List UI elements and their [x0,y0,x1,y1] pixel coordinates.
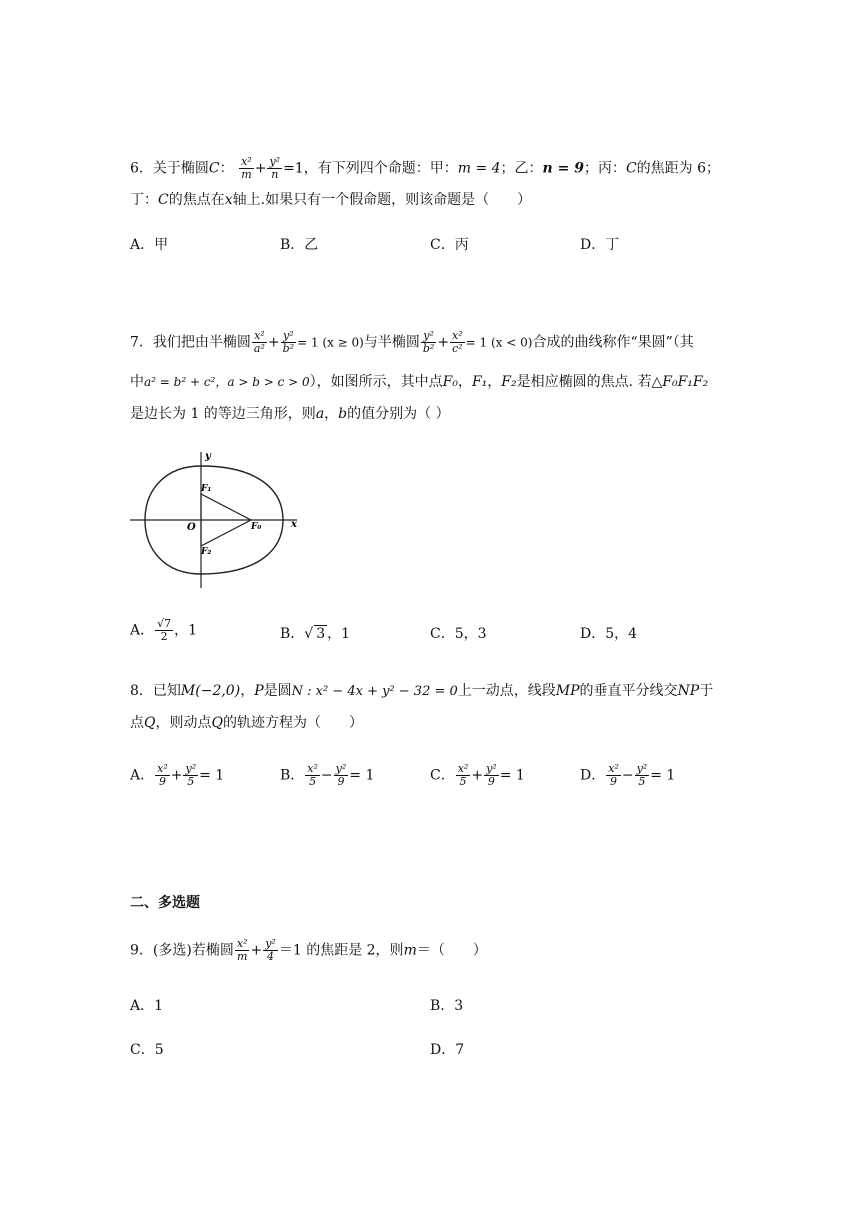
relation: a² = b² + c²，a > b > c > 0 [144,375,310,389]
q7-text: 中 [130,374,144,390]
fraction-sqrt7-2 [155,618,173,643]
q7-option-d: D．5，4 [580,626,638,642]
m-equals-4: m = 4 [457,160,501,177]
q8-option-c [430,763,525,788]
q9-option-b: B．3 [430,998,464,1014]
q8-line2 [130,713,363,733]
label-y: y [205,451,211,462]
denominator: a² [253,342,265,355]
fraction [252,330,267,355]
q9-option-c: C．5 [130,1042,164,1058]
fraction [334,763,349,788]
section-heading: 二、多选题 [130,895,200,911]
label-x: x [291,519,297,530]
point-M: M(−2,0) [180,683,241,699]
q8-text: 点 [130,715,144,731]
q7-option-c: C．5，3 [430,626,487,642]
q7-line2 [130,372,708,392]
q6-text: ；丙： [583,160,626,177]
denominator: m [241,168,252,181]
q9-text: ＝1 的焦距是 2，则 [278,942,404,959]
fraction [155,763,170,788]
q6-option-c: C．丙 [430,237,469,253]
equals-one: =1 [283,160,304,177]
fraction [450,330,465,355]
q9-number: 9． [130,942,153,959]
q7-text: 的值分别为（ ） [347,406,450,422]
n-equals-9: n = 9 [542,160,584,177]
option-text: ，1 [174,622,198,639]
q8-text: 是圆 [263,683,292,699]
operator: − [320,767,333,784]
q7-text: ），如图所示，其中点 [309,374,443,390]
q9-line1 [130,938,487,963]
fraction-y2-4 [263,938,278,963]
denominator: 9 [487,775,495,788]
q6-text: ，有下列四个命题：甲： [303,160,458,177]
q6-option-b: B．乙 [280,237,319,253]
var-MP: MP [555,683,580,699]
q7-option-a [130,618,197,643]
option-label: D． [580,767,606,784]
var-C: C [158,192,169,208]
colon: ： [219,160,234,177]
q6-text: 的焦点在 [168,192,225,208]
numerator: y² [185,762,197,775]
condition-2: = 1 (x < 0) [465,335,533,350]
q8-text: 的垂直平分线交 [579,683,678,699]
fraction [183,763,198,788]
q6-text: 的焦距为 6； [636,160,721,177]
circle-equation: N : x² − 4x + y² − 32 = 0 [291,684,458,699]
q9-text: ＝（ ） [416,942,487,959]
fruit-ellipse-figure [125,448,310,590]
denominator: 4 [267,950,275,963]
fraction [456,763,471,788]
denominator: c² [452,342,463,355]
option-text: ，1 [327,626,351,642]
var-x: x [224,192,233,208]
operator: − [621,767,634,784]
var-Q: Q [144,715,156,731]
numerator: x² [608,762,619,775]
denominator: n [271,168,279,181]
fraction-x2-m [239,156,254,181]
q8-text: 已知 [152,683,181,699]
denominator: 2 [160,630,168,643]
fraction [421,330,436,355]
var-a: a [315,406,325,422]
denominator: m [236,950,248,963]
q7-text: 与半椭圆 [363,334,420,351]
q9-text: (多选)若椭圆 [152,942,234,959]
denominator: b² [282,342,295,355]
triangle-label: F₀F₁F₂ [662,374,709,390]
q8-text: ， [240,683,255,699]
numerator: y² [283,329,294,342]
var-m: m [403,942,417,959]
q7-option-b: B．√ 3 ，1 [280,626,351,642]
fraction [484,763,499,788]
var-F1: F₁ [471,374,488,390]
option-label: A． [130,767,155,784]
q8-text: 上一动点，线段 [457,683,556,699]
var-F2: F₂ [501,374,517,390]
equals: = 1 [499,767,525,784]
q6-text: 关于椭圆 [152,160,209,177]
q6-text: ；乙： [500,160,543,177]
numerator: x² [452,329,463,342]
q7-line1: 7．我们把由半椭圆 $\frac{\text{x²}}{\text{a²}}$ + $\frac{\text{y²}}{\text{b²}}$ = 1 (x ≥ 0)与半椭圆 $\frac{\text{y²}}{\text{b²}}$ + $\frac{\text{x²}}{\text{c²}}$ = 1 (x < 0)合成的曲线称作“果圆”（其 [130,329,694,355]
denominator: b² [422,342,435,355]
q8-text: ，则动点 [155,715,212,731]
var-P: P [254,683,264,699]
sep: ， [457,374,472,390]
option-label: B． [280,767,305,784]
operator: + [250,942,263,959]
q7-text: 是边长为 1 的等边三角形，则 [130,406,316,422]
denominator: 5 [638,775,646,788]
q6-text: 丁： [130,192,158,208]
var-Q: Q [211,715,223,731]
plus-sign: + [254,160,267,177]
option-label: B． [280,626,305,642]
var-F0: F₀ [442,374,458,390]
q9-option-d: D．7 [430,1042,465,1058]
q7-text: 我们把由半椭圆 [152,334,251,351]
numerator: x² [236,937,248,950]
q7-text: 合成的曲线称作“果圆”（其 [532,334,694,351]
q8-text: 的轨迹方程为（ ） [222,715,363,731]
q6-line1 [130,156,720,181]
numerator: √7 [157,617,172,630]
operator: + [170,767,183,784]
condition-1: = 1 (x ≥ 0) [297,335,364,350]
numerator: y² [423,329,434,342]
var-C: C [625,160,637,177]
denominator: 9 [337,775,345,788]
equals: = 1 [650,767,676,784]
numerator: x² [307,762,318,775]
q8-text: 于 [699,683,714,699]
label-O: O [187,522,196,533]
numerator: y² [636,762,648,775]
q6-number: 6． [130,160,153,177]
fraction [606,763,621,788]
fraction-x2-m [235,938,250,963]
var-C: C [208,160,220,177]
q6-line2 [130,190,531,210]
var-NP: NP [677,683,700,699]
numerator: y² [265,937,276,950]
q7-line3 [130,404,450,424]
sep: ， [487,374,502,390]
denominator: 5 [459,775,467,788]
q6-text: 轴上.如果只有一个假命题，则该命题是（ ） [232,192,532,208]
denominator: 5 [187,775,195,788]
q7-text: 是相应椭圆的焦点. 若△ [516,374,663,390]
q7-number: 7． [130,334,153,351]
q9-option-a: A．1 [130,998,164,1014]
numerator: y² [269,155,281,168]
q8-number: 8． [130,683,153,699]
var-b: b [338,406,348,422]
sep: ， [324,406,339,422]
numerator: y² [335,762,347,775]
q6-option-a: A．甲 [130,237,169,253]
numerator: x² [241,155,252,168]
fraction [281,330,296,355]
numerator: y² [486,762,497,775]
denominator: 9 [158,775,166,788]
numerator: x² [457,762,469,775]
label-F0: F₀ [251,522,262,532]
q8-option-b [280,763,374,788]
option-label: C． [430,767,455,784]
equals: = 1 [349,767,375,784]
option-label: A． [130,622,155,639]
fraction [635,763,650,788]
fraction [305,763,320,788]
fraction-y2-n [267,156,282,181]
numerator: x² [157,762,168,775]
q8-option-a [130,763,224,788]
numerator: x² [254,329,265,342]
q8-option-d [580,763,675,788]
q6-option-d: D．丁 [580,237,620,253]
q8-line1 [130,681,713,702]
operator: + [471,767,484,784]
sqrt-3: 3 [316,626,326,642]
label-F1: F₁ [201,484,212,494]
label-F2: F₂ [201,547,212,557]
denominator: 9 [610,775,618,788]
equals: = 1 [199,767,225,784]
denominator: 5 [309,775,317,788]
